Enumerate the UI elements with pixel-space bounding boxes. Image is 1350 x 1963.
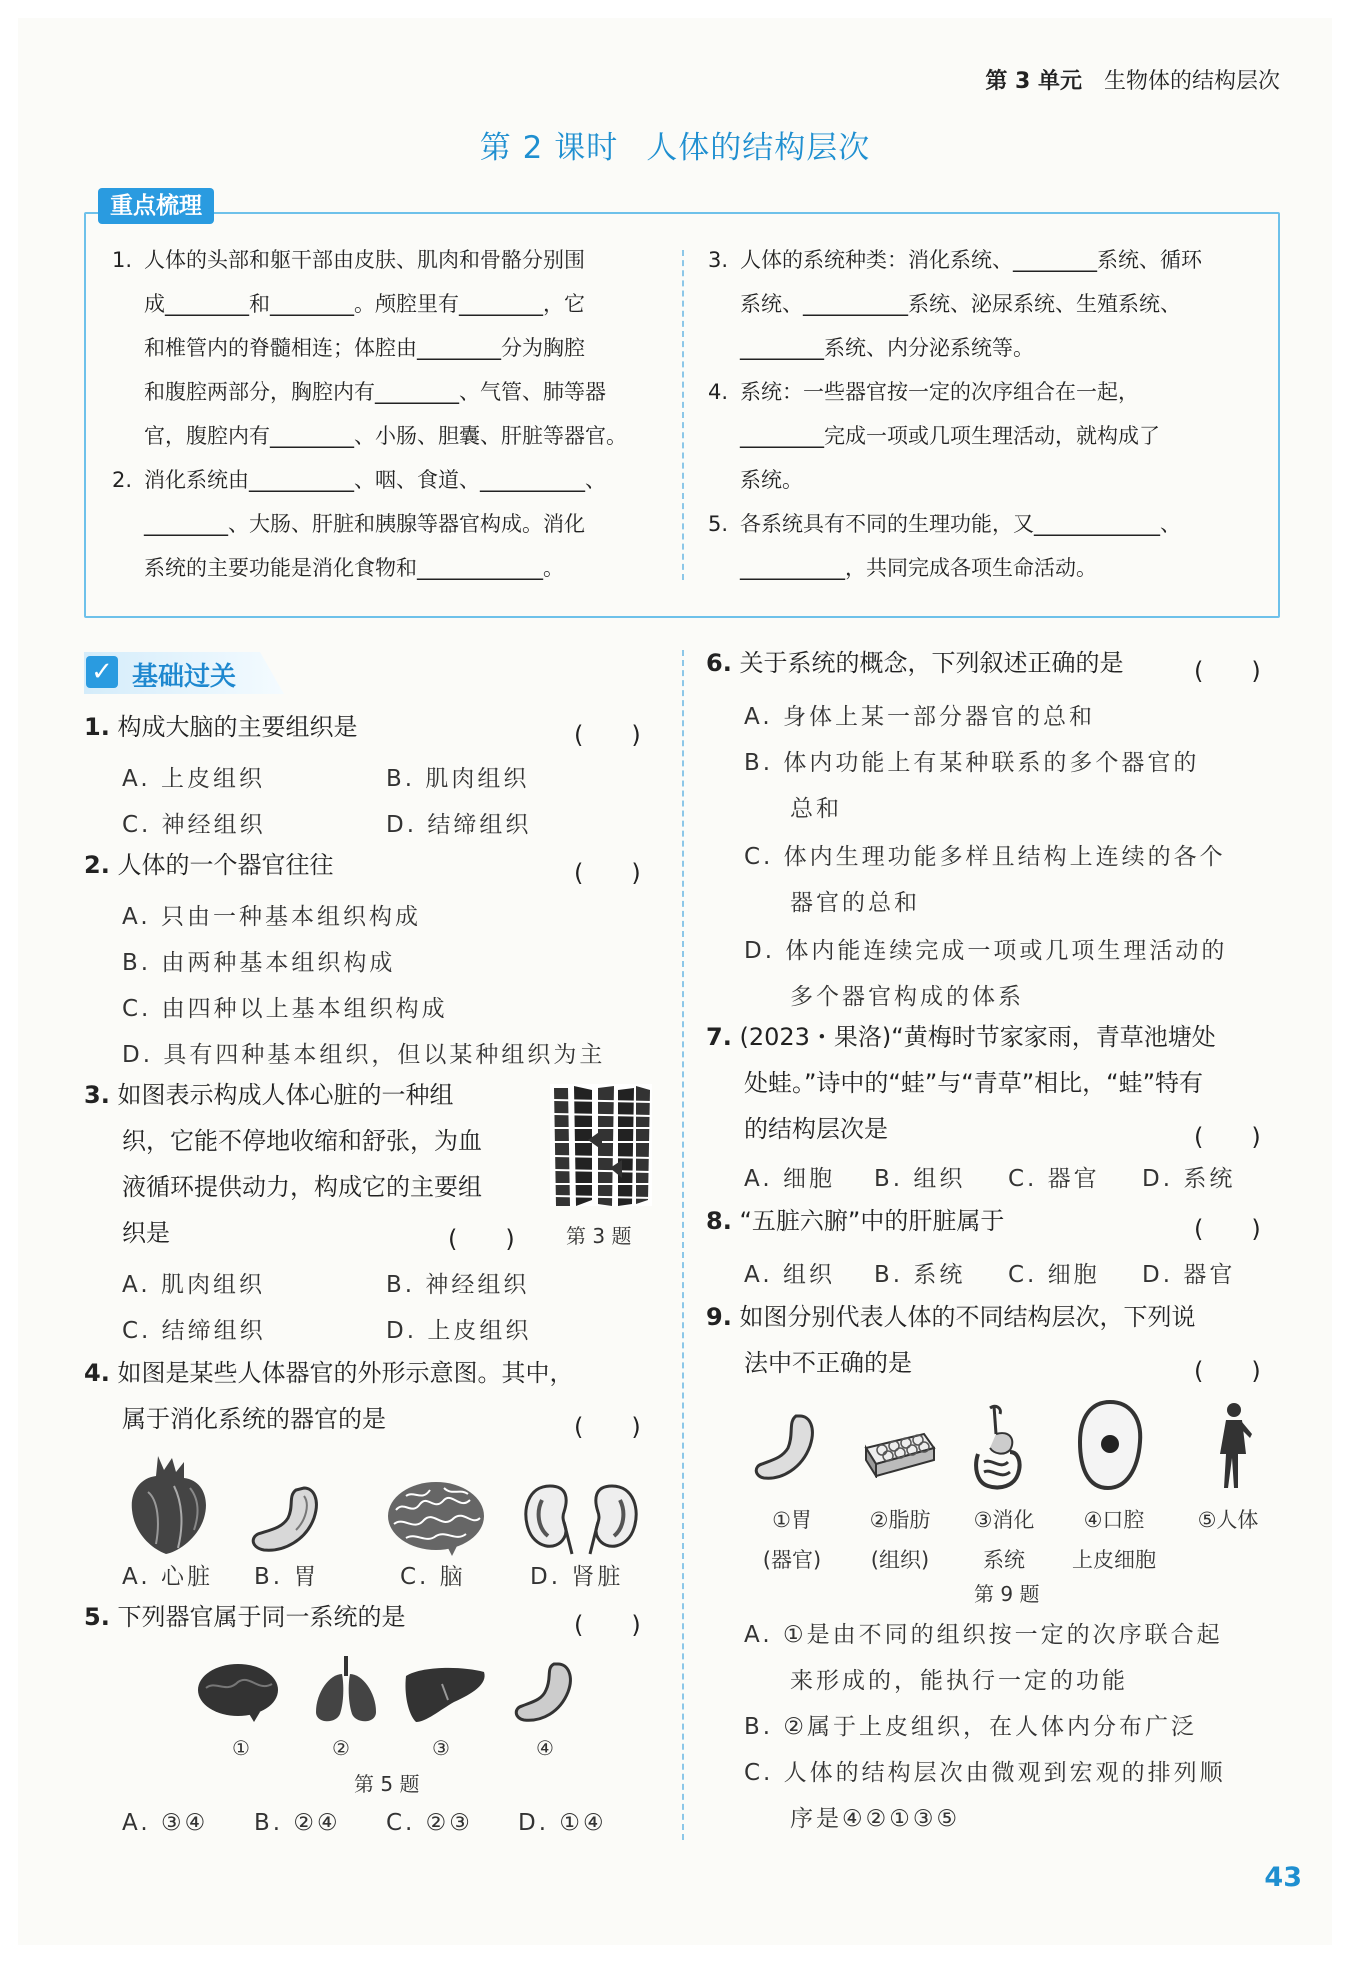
key-point-item bbox=[708, 502, 1256, 590]
key-points-tag: 重点梳理 bbox=[98, 188, 214, 224]
brain-image bbox=[196, 1662, 282, 1722]
fill-in-line: 人体的头部和躯干部由皮肤、肌肉和骨骼分别围 bbox=[144, 248, 585, 272]
option[interactable]: C. 体内生理功能多样且结构上连续的各个 器官的总和 bbox=[744, 844, 1226, 916]
option[interactable]: A. ③④ bbox=[122, 1810, 209, 1836]
option[interactable]: C. 细胞 bbox=[1008, 1262, 1100, 1288]
lesson-title: 第 2 课时 人体的结构层次 bbox=[479, 130, 871, 166]
figure-label: ③ bbox=[432, 1736, 450, 1760]
answer-bracket: ( ) bbox=[1194, 1123, 1261, 1151]
lungs-image bbox=[310, 1654, 382, 1726]
option[interactable]: D. 上皮组织 bbox=[386, 1318, 532, 1344]
option[interactable]: D. ①④ bbox=[518, 1810, 607, 1836]
answer-bracket: ( ) bbox=[574, 1611, 641, 1639]
level-label: ①胃 (器官) bbox=[762, 1508, 822, 1572]
option[interactable]: C. 脑 bbox=[400, 1564, 466, 1590]
item-number: 1. bbox=[112, 248, 133, 272]
option[interactable]: A. 上皮组织 bbox=[122, 766, 265, 792]
option[interactable]: D. 器官 bbox=[1142, 1262, 1236, 1288]
figure-caption: 第 3 题 bbox=[566, 1224, 632, 1248]
page-number: 43 bbox=[1264, 1862, 1302, 1893]
fill-in-line: 系统：一些器官按一定的次序组合在一起， bbox=[740, 380, 1139, 404]
option[interactable]: A. 心脏 bbox=[122, 1564, 213, 1590]
epithelial-cell-image bbox=[1076, 1400, 1144, 1490]
option[interactable]: B. ②属于上皮组织，在人体内分布广泛 bbox=[744, 1714, 1198, 1740]
figure-label: ① bbox=[232, 1736, 250, 1760]
fill-in-line: 系统。 bbox=[740, 468, 803, 492]
level-label: ④口腔 上皮细胞 bbox=[1072, 1508, 1156, 1572]
item-number: 3. bbox=[708, 248, 729, 272]
fill-in-line: ________系统、内分泌系统等。 bbox=[740, 336, 1034, 360]
question-7: 7. (2023・果洛)“黄梅时节家家雨，青草池塘处 处蛙。”诗中的“蛙”与“青草”相比，“蛙”特有 的结构层次是 bbox=[706, 1023, 1216, 1143]
option[interactable]: B. 组织 bbox=[874, 1166, 966, 1192]
key-point-item bbox=[708, 370, 1256, 502]
key-point-item bbox=[112, 458, 660, 590]
kidney-image bbox=[520, 1482, 642, 1556]
fill-in-line: 人体的系统种类：消化系统、________系统、循环 bbox=[740, 248, 1202, 272]
basic-section-tag: ✓ 基础过关 bbox=[84, 652, 274, 694]
option[interactable]: D. 系统 bbox=[1142, 1166, 1236, 1192]
liver-image bbox=[402, 1664, 488, 1726]
option[interactable]: B. 由两种基本组织构成 bbox=[122, 950, 396, 976]
key-point-item bbox=[112, 238, 660, 458]
question-2: 2. 人体的一个器官往往 bbox=[84, 851, 334, 879]
option[interactable]: B. 系统 bbox=[874, 1262, 966, 1288]
option[interactable]: D. 肾脏 bbox=[530, 1564, 624, 1590]
option[interactable]: D. 结缔组织 bbox=[386, 812, 532, 838]
option[interactable]: C. 结缔组织 bbox=[122, 1318, 266, 1344]
option[interactable]: C. 神经组织 bbox=[122, 812, 266, 838]
option[interactable]: B. 胃 bbox=[254, 1564, 320, 1590]
figure-caption: 第 5 题 bbox=[354, 1772, 420, 1796]
fill-in-line: 和椎管内的脊髓相连；体腔由________分为胸腔 bbox=[144, 336, 585, 360]
figure-caption: 第 9 题 bbox=[974, 1582, 1040, 1606]
question-3: 3. 如图表示构成人体心脏的一种组 织，它能不停地收缩和舒张，为血 液循环提供动力，构成它的主要组 织是 bbox=[84, 1081, 482, 1247]
fill-in-line: 和腹腔两部分，胸腔内有________、气管、肺等器 bbox=[144, 380, 606, 404]
column-divider bbox=[682, 250, 684, 580]
fill-in-line: __________，共同完成各项生命活动。 bbox=[740, 556, 1097, 580]
level-label: ③消化 系统 bbox=[973, 1508, 1035, 1572]
human-figure-image bbox=[1214, 1400, 1254, 1492]
fat-tissue-image bbox=[862, 1430, 938, 1478]
item-number: 4. bbox=[708, 380, 729, 404]
stomach-image bbox=[248, 1484, 324, 1556]
stomach-image bbox=[512, 1660, 576, 1726]
answer-bracket: ( ) bbox=[574, 1413, 641, 1441]
answer-bracket: ( ) bbox=[1194, 1215, 1261, 1243]
stomach-image bbox=[752, 1412, 818, 1486]
running-header: 第 3 单元 生物体的结构层次 bbox=[985, 69, 1280, 94]
heart-image bbox=[128, 1452, 212, 1556]
option[interactable]: B. 肌肉组织 bbox=[386, 766, 530, 792]
answer-bracket: ( ) bbox=[574, 721, 641, 749]
question-5: 5. 下列器官属于同一系统的是 bbox=[84, 1603, 406, 1631]
option[interactable]: A. 细胞 bbox=[744, 1166, 835, 1192]
option[interactable]: B. ②④ bbox=[254, 1810, 341, 1836]
option[interactable]: A. 肌肉组织 bbox=[122, 1272, 265, 1298]
fill-in-line: 成________和________。颅腔里有________，它 bbox=[144, 292, 585, 316]
item-number: 5. bbox=[708, 512, 729, 536]
item-number: 2. bbox=[112, 468, 133, 492]
fill-in-line: 消化系统由__________、咽、食道、__________、 bbox=[144, 468, 606, 492]
figure-label: ④ bbox=[536, 1736, 554, 1760]
option[interactable]: C. 人体的结构层次由微观到宏观的排列顺 序是④②①③⑤ bbox=[744, 1760, 1226, 1832]
fill-in-line: 系统的主要功能是消化食物和____________。 bbox=[144, 556, 564, 580]
question-8: 8. “五脏六腑”中的肝脏属于 bbox=[706, 1207, 1005, 1235]
level-label: ②脂肪 (组织) bbox=[869, 1508, 931, 1572]
question-1: 1. 构成大脑的主要组织是 bbox=[84, 713, 358, 741]
option[interactable]: C. 由四种以上基本组织构成 bbox=[122, 996, 448, 1022]
question-4: 4. 如图是某些人体器官的外形示意图。其中， 属于消化系统的器官的是 bbox=[84, 1359, 574, 1433]
option[interactable]: A. 组织 bbox=[744, 1262, 835, 1288]
fill-in-line: 各系统具有不同的生理功能，又____________、 bbox=[740, 512, 1181, 536]
answer-bracket: ( ) bbox=[448, 1225, 515, 1253]
key-points-left bbox=[112, 238, 660, 590]
brain-image bbox=[386, 1476, 488, 1558]
option[interactable]: A. 身体上某一部分器官的总和 bbox=[744, 704, 1095, 730]
key-points-right bbox=[708, 238, 1256, 590]
answer-bracket: ( ) bbox=[1194, 1357, 1261, 1385]
level-label: ⑤人体 bbox=[1197, 1508, 1259, 1532]
column-divider bbox=[682, 650, 684, 1840]
option[interactable]: A. ①是由不同的组织按一定的次序联合起 来形成的，能执行一定的功能 bbox=[744, 1622, 1223, 1694]
question-9: 9. 如图分别代表人体的不同结构层次，下列说 法中不正确的是 bbox=[706, 1303, 1196, 1377]
fill-in-line: 系统、__________系统、泌尿系统、生殖系统、 bbox=[740, 292, 1181, 316]
option[interactable]: C. 器官 bbox=[1008, 1166, 1100, 1192]
digestive-system-image bbox=[970, 1404, 1026, 1490]
cardiac-muscle-image bbox=[548, 1080, 654, 1210]
key-point-item bbox=[708, 238, 1256, 370]
fill-in-line: ________、大肠、肝脏和胰腺等器官构成。消化 bbox=[144, 512, 585, 536]
option[interactable]: D. 体内能连续完成一项或几项生理活动的 多个器官构成的体系 bbox=[744, 938, 1228, 1010]
option[interactable]: B. 体内功能上有某种联系的多个器官的 总和 bbox=[744, 750, 1200, 822]
option[interactable]: D. 具有四种基本组织，但以某种组织为主 bbox=[122, 1042, 606, 1068]
option[interactable]: A. 只由一种基本组织构成 bbox=[122, 904, 421, 930]
option[interactable]: B. 神经组织 bbox=[386, 1272, 530, 1298]
answer-bracket: ( ) bbox=[574, 859, 641, 887]
fill-in-line: 官，腹腔内有________、小肠、胆囊、肝脏等器官。 bbox=[144, 424, 627, 448]
question-6: 6. 关于系统的概念，下列叙述正确的是 bbox=[706, 649, 1124, 677]
answer-bracket: ( ) bbox=[1194, 657, 1261, 685]
option[interactable]: C. ②③ bbox=[386, 1810, 473, 1836]
fill-in-line: ________完成一项或几项生理活动，就构成了 bbox=[740, 424, 1160, 448]
figure-label: ② bbox=[332, 1736, 350, 1760]
check-icon: ✓ bbox=[86, 656, 118, 688]
